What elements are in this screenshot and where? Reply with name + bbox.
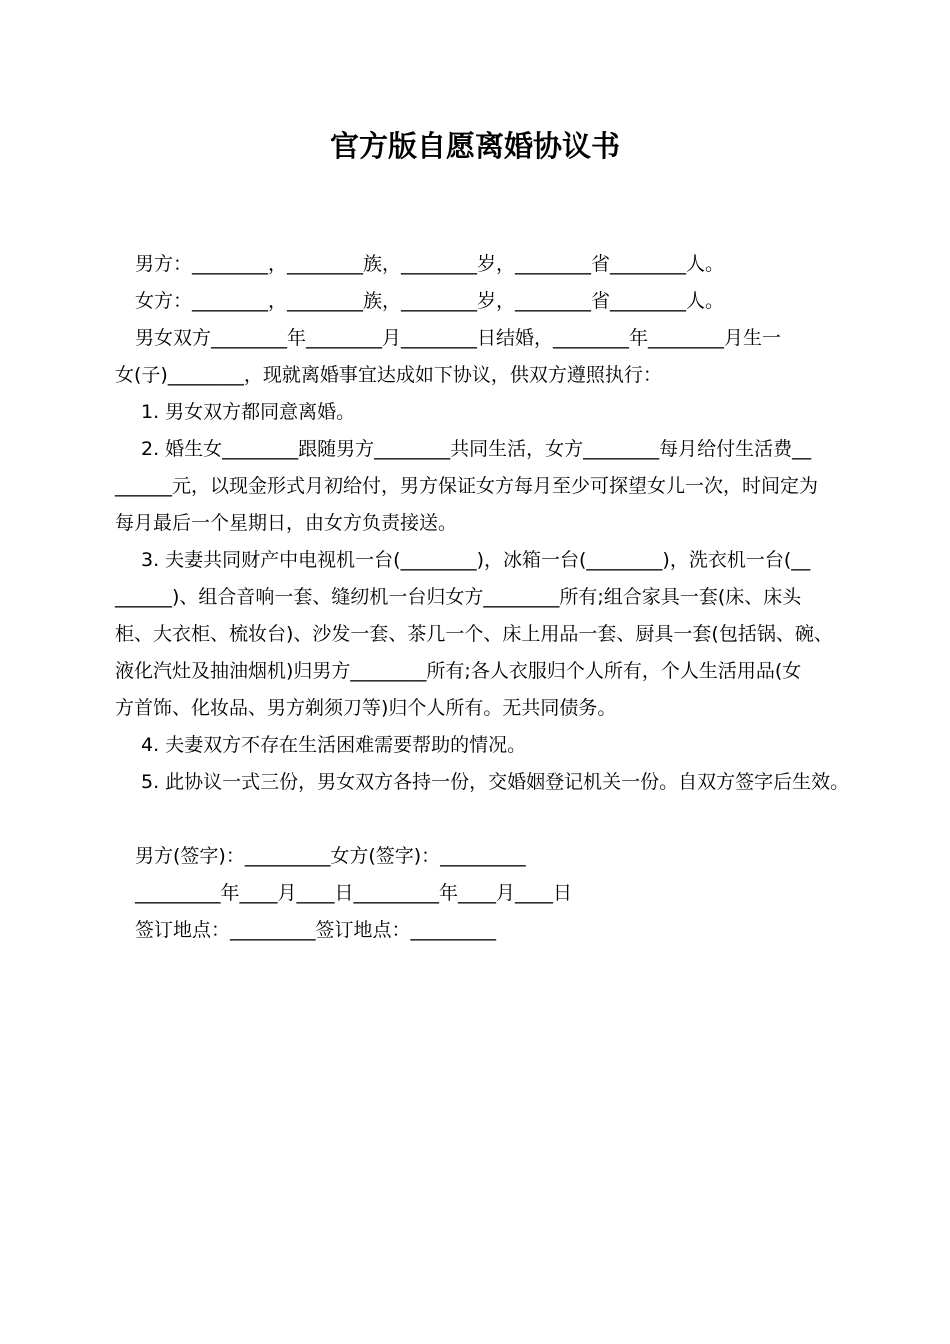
clause-3-line-2: ______)、组合音响一套、缝纫机一台归女方________所有;组合家具一套(床、床头 xyxy=(115,586,802,608)
signature-dates-line: _________年____月____日_________年____月____日 xyxy=(135,882,573,904)
document-title: 官方版自愿离婚协议书 xyxy=(329,129,620,163)
marriage-date-line-cont: 女(子)________，现就离婚事宜达成如下协议，供双方遵照执行： xyxy=(115,364,662,386)
clause-4-line: 4. 夫妻双方不存在生活困难需要帮助的情况。 xyxy=(141,734,527,756)
clause-3-line-5: 方首饰、化妆品、男方剃须刀等)归个人所有。无共同债务。 xyxy=(115,697,617,719)
clause-2-line-2: ______元，以现金形式月初给付，男方保证女方每月至少可探望女儿一次，时间定为 xyxy=(115,475,819,497)
marriage-date-line: 男女双方________年________月________日结婚，________年________月生一 xyxy=(135,327,782,349)
female-party-line: 女方：________，________族，________岁，________省________人。 xyxy=(135,290,725,312)
clause-5-line: 5. 此协议一式三份，男女双方各持一份，交婚姻登记机关一份。自双方签字后生效。 xyxy=(141,771,850,793)
clause-2-line-3: 每月最后一个星期日，由女方负责接送。 xyxy=(115,512,458,534)
clause-2-line-1: 2. 婚生女________跟随男方________共同生活，女方________每月给付生活费__ xyxy=(141,438,812,460)
male-party-line: 男方：________，________族，________岁，________省________人。 xyxy=(135,253,725,275)
clause-3-line-4: 液化汽灶及抽油烟机)归男方________所有;各人衣服归个人所有，个人生活用品(女 xyxy=(115,660,802,682)
signature-names-line: 男方(签字)：_________女方(签字)：_________ xyxy=(135,845,526,867)
signature-block xyxy=(115,838,857,949)
document-body xyxy=(115,246,857,801)
signing-place-line: 签订地点：_________签订地点：_________ xyxy=(135,919,497,941)
clause-1-line: 1. 男女双方都同意离婚。 xyxy=(141,401,356,423)
clause-3-line-1: 3. 夫妻共同财产中电视机一台(________)，冰箱一台(________)，洗衣机一台(__ xyxy=(141,549,811,571)
clause-3-line-3: 柜、大衣柜、梳妆台)、沙发一套、茶几一个、床上用品一套、厨具一套(包括锅、碗、 xyxy=(115,623,833,645)
